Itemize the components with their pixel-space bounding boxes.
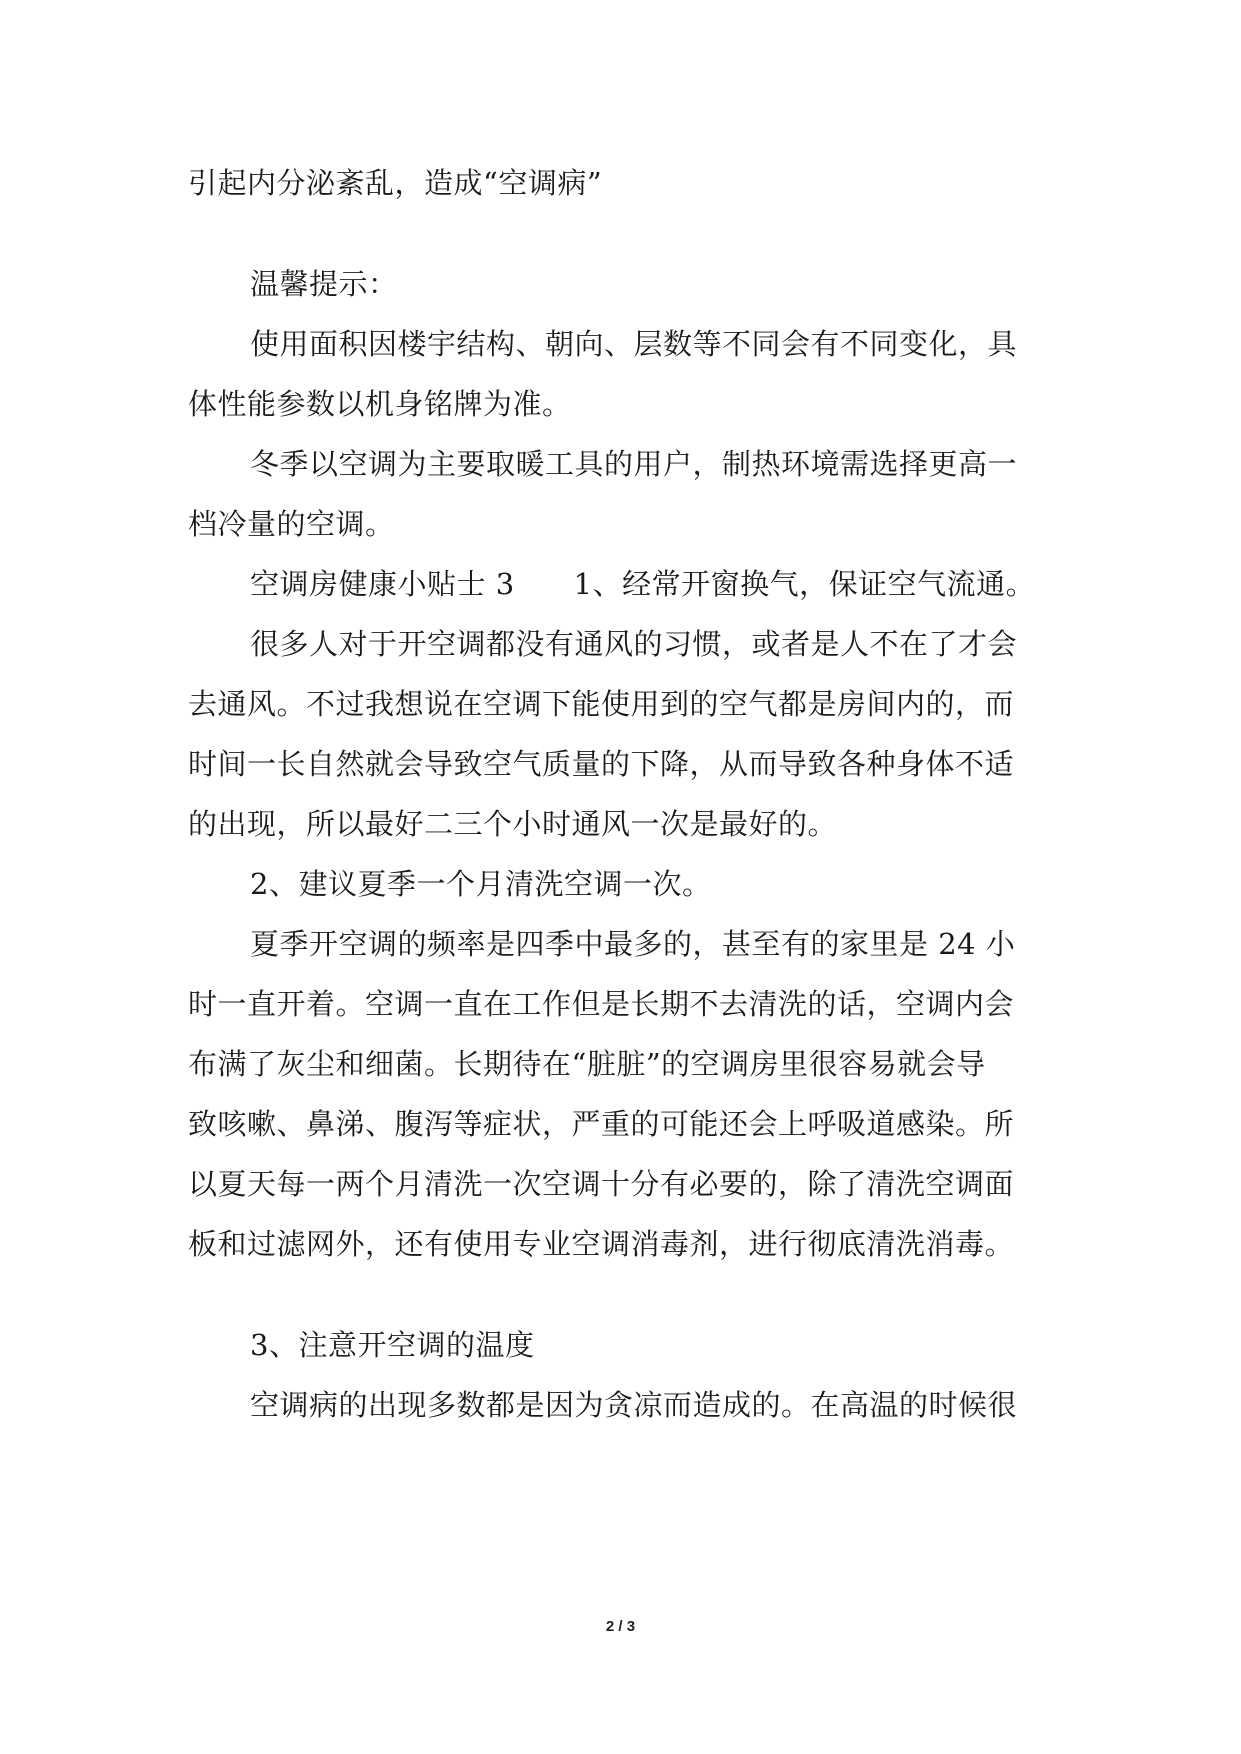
text-line: 以夏天每一两个月清洗一次空调十分有必要的，除了清洗空调面 bbox=[188, 1167, 1015, 1201]
text-line: 引起内分泌紊乱，造成“空调病” bbox=[188, 166, 603, 200]
text-line: 时间一长自然就会导致空气质量的下降，从而导致各种身体不适 bbox=[188, 747, 1015, 781]
text-line: 冬季以空调为主要取暖工具的用户，制热环境需选择更高一 bbox=[250, 447, 1018, 481]
text-line: 去通风。不过我想说在空调下能使用到的空气都是房间内的，而 bbox=[188, 687, 1015, 721]
text-line: 空调房健康小贴士 3 1、经常开窗换气，保证空气流通。 bbox=[250, 567, 1036, 601]
text-line: 2、建议夏季一个月清洗空调一次。 bbox=[250, 867, 712, 901]
text-line: 体性能参数以机身铭牌为准。 bbox=[188, 387, 572, 421]
text-line: 很多人对于开空调都没有通风的习惯，或者是人不在了才会 bbox=[250, 627, 1018, 661]
text-line: 时一直开着。空调一直在工作但是长期不去清洗的话，空调内会 bbox=[188, 987, 1015, 1021]
text-line: 夏季开空调的频率是四季中最多的，甚至有的家里是 24 小 bbox=[250, 927, 1016, 961]
text-line: 空调病的出现多数都是因为贪凉而造成的。在高温的时候很 bbox=[250, 1388, 1018, 1422]
text-line: 致咳嗽、鼻涕、腹泻等症状，严重的可能还会上呼吸道感染。所 bbox=[188, 1107, 1015, 1141]
text-line: 布满了灰尘和细菌。长期待在“脏脏”的空调房里很容易就会导 bbox=[188, 1047, 986, 1081]
text-line: 板和过滤网外，还有使用专业空调消毒剂，进行彻底清洗消毒。 bbox=[188, 1227, 1015, 1261]
text-line: 温馨提示： bbox=[250, 267, 398, 301]
text-line: 档冷量的空调。 bbox=[188, 507, 395, 541]
text-line: 的出现，所以最好二三个小时通风一次是最好的。 bbox=[188, 807, 838, 841]
page-number: 2 / 3 bbox=[605, 1618, 636, 1635]
text-line: 3、注意开空调的温度 bbox=[250, 1328, 535, 1362]
text-line: 使用面积因楼宇结构、朝向、层数等不同会有不同变化，具 bbox=[250, 327, 1018, 361]
